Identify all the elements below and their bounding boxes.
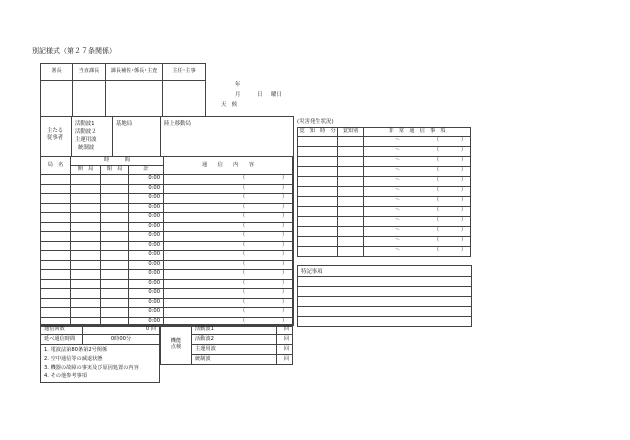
disaster-time-cell[interactable] [298,177,338,187]
tilde: 〜 [395,207,401,213]
paren-open: （ [240,260,246,267]
check-item-2: 活動波2 [192,335,277,345]
log-total-cell[interactable]: 0:00 [129,298,164,308]
comm-count-value[interactable]: 0 回 [83,325,160,335]
disaster-type-cell[interactable] [338,177,364,187]
log-comm-cell[interactable] [164,194,293,204]
disaster-row [298,177,471,187]
log-comm-cell[interactable] [164,298,293,308]
approval-stamp-chief[interactable] [41,81,73,117]
log-close-cell[interactable] [101,251,129,261]
log-row [41,270,293,280]
log-row [41,222,293,232]
log-row [41,194,293,204]
log-total-cell[interactable]: 0:00 [129,270,164,280]
log-station-cell[interactable] [41,241,71,251]
disaster-row [298,247,471,257]
paren-close: ） [461,247,467,253]
log-row [41,213,293,223]
disaster-row [298,237,471,247]
staff-label-1: 主たる [47,128,64,134]
summary-table [40,324,160,383]
paren-open: （ [434,137,440,143]
log-station-cell[interactable] [41,203,71,213]
log-station-cell[interactable] [41,194,71,204]
log-comm-cell[interactable] [164,279,293,289]
log-comm-cell[interactable] [164,184,293,194]
paren-open: （ [240,175,246,181]
approval-header-duty: 当直課長 [73,64,106,81]
log-comm-cell[interactable] [164,213,293,223]
log-station-cell[interactable] [41,260,71,270]
tilde: 〜 [395,247,401,253]
disaster-type-cell[interactable] [338,247,364,257]
disaster-detail-cell[interactable] [364,147,471,157]
radio-type-1: 活動波1 [75,121,95,127]
log-open-cell[interactable] [71,213,101,223]
log-close-cell[interactable] [101,279,129,289]
disaster-detail-cell[interactable] [364,137,471,147]
total-time-label: 延べ通信時間 [41,335,83,345]
log-open-cell[interactable] [71,270,101,280]
land-mobile-label: 陸上移動局 [164,121,191,127]
log-station-cell[interactable] [41,213,71,223]
col-time: 時 間 [71,157,164,166]
form-title: 別記様式（第２７条関係） [32,47,116,55]
tilde: 〜 [395,237,401,243]
log-comm-cell[interactable] [164,232,293,242]
paren-open: （ [240,194,246,200]
log-close-cell[interactable] [101,241,129,251]
paren-open: （ [240,184,246,191]
log-total-cell[interactable]: 0:00 [129,308,164,318]
log-close-cell[interactable] [101,260,129,270]
tilde: 〜 [395,177,401,183]
function-check-label-2: 点検 [170,343,182,350]
paren-close: ） [282,175,288,181]
log-open-cell[interactable] [71,260,101,270]
disaster-time-cell[interactable] [298,167,338,177]
paren-close: ） [282,270,288,276]
disaster-detail-cell[interactable] [364,207,471,217]
log-comm-cell[interactable] [164,308,293,318]
paren-open: （ [434,247,440,253]
log-total-cell[interactable]: 0:00 [129,232,164,242]
check-unit-1[interactable]: 回 [277,325,293,335]
log-station-cell[interactable] [41,289,71,299]
disaster-row [298,217,471,227]
log-total-cell[interactable]: 0:00 [129,289,164,299]
approval-stamp-supervisor[interactable] [106,81,163,117]
log-station-cell[interactable] [41,308,71,318]
paren-close: ） [461,237,467,243]
disaster-row [298,187,471,197]
paren-open: （ [434,227,440,233]
paren-close: ） [461,167,467,173]
disaster-table [297,127,471,257]
paren-close: ） [282,241,288,248]
log-station-cell[interactable] [41,222,71,232]
log-comm-cell[interactable] [164,270,293,280]
log-total-cell[interactable]: 0:00 [129,222,164,232]
tilde: 〜 [395,227,401,233]
paren-open: （ [240,232,246,238]
disaster-row [298,227,471,237]
paren-open: （ [240,317,246,324]
log-close-cell[interactable] [101,289,129,299]
paren-close: ） [461,197,467,203]
log-close-cell[interactable] [101,270,129,280]
log-station-cell[interactable] [41,184,71,194]
check-item-4: 統制波 [192,355,277,365]
check-unit-2[interactable]: 回 [277,335,293,345]
disaster-type-cell[interactable] [338,207,364,217]
log-row [41,184,293,194]
paren-close: ） [461,177,467,183]
radio-type-3: 主運用波 [75,137,97,143]
log-comm-cell[interactable] [164,251,293,261]
log-close-cell[interactable] [101,194,129,204]
remarks-box[interactable] [297,265,472,327]
log-total-cell[interactable]: 0:00 [129,279,164,289]
log-open-cell[interactable] [71,298,101,308]
note-1: 1. 電波法第80条第2号関係 [44,347,108,353]
col-detect-time: 覚 知 時 分 [298,128,338,137]
log-comm-cell[interactable] [164,289,293,299]
disaster-row [298,207,471,217]
disaster-type-cell[interactable] [338,237,364,247]
staff-label-2: 従事者 [47,135,64,141]
paren-close: ） [461,217,467,223]
col-detect-type: 覚知別 [338,128,364,137]
paren-close: ） [461,187,467,193]
disaster-detail-cell[interactable] [364,167,471,177]
disaster-detail-cell[interactable] [364,187,471,197]
log-open-cell[interactable] [71,222,101,232]
log-row [41,232,293,242]
paren-close: ） [461,207,467,213]
paren-close: ） [461,147,467,153]
disaster-title: (災害発生状況) [297,119,334,125]
log-station-cell[interactable] [41,251,71,261]
col-detail: 非 常 通 信 事 項 [364,128,471,137]
log-open-cell[interactable] [71,194,101,204]
check-item-1: 活動波1 [192,325,277,335]
disaster-time-cell[interactable] [298,137,338,147]
disaster-type-cell[interactable] [338,167,364,177]
date-day: 日 [257,92,263,98]
log-total-cell[interactable]: 0:00 [129,260,164,270]
log-close-cell[interactable] [101,308,129,318]
paren-close: ） [282,298,288,305]
log-row [41,308,293,318]
disaster-type-cell[interactable] [338,157,364,167]
log-open-cell[interactable] [71,232,101,242]
check-item-3: 主運用波 [192,345,277,355]
paren-open: （ [240,222,246,229]
disaster-type-cell[interactable] [338,217,364,227]
paren-open: （ [434,217,440,223]
log-total-cell[interactable]: 0:00 [129,251,164,261]
log-open-cell[interactable] [71,175,101,185]
log-total-cell[interactable]: 0:00 [129,241,164,251]
date-year: 年 [235,82,241,88]
disaster-time-cell[interactable] [298,157,338,167]
log-close-cell[interactable] [101,298,129,308]
paren-open: （ [240,251,246,257]
disaster-detail-cell[interactable] [364,157,471,167]
disaster-row [298,137,471,147]
log-close-cell[interactable] [101,184,129,194]
log-row [41,260,293,270]
paren-open: （ [240,289,246,295]
log-total-cell[interactable]: 0:00 [129,175,164,185]
paren-close: ） [282,251,288,257]
paren-close: ） [282,184,288,191]
col-total: 計 [129,166,164,175]
log-total-cell[interactable]: 0:00 [129,194,164,204]
disaster-time-cell[interactable] [298,197,338,207]
radio-type-2: 活動波２ [75,129,97,135]
radio-type-4: 統制波 [78,145,95,151]
notes-cell[interactable] [41,345,160,383]
log-total-cell[interactable]: 0:00 [129,317,164,327]
tilde: 〜 [395,137,401,143]
function-check-label [161,325,192,365]
disaster-type-cell[interactable] [338,187,364,197]
disaster-row [298,167,471,177]
disaster-detail-cell[interactable] [364,247,471,257]
base-station-label: 基地局 [116,121,133,127]
paren-close: ） [282,222,288,229]
paren-open: （ [240,213,246,219]
log-row [41,298,293,308]
disaster-time-cell[interactable] [298,227,338,237]
paren-close: ） [282,289,288,295]
paren-open: （ [434,157,440,163]
col-station: 局 名 [41,157,71,175]
log-open-cell[interactable] [71,289,101,299]
col-close: 閉 局 [101,166,129,175]
paren-close: ） [282,213,288,219]
log-comm-cell[interactable] [164,260,293,270]
log-close-cell[interactable] [101,203,129,213]
log-table [40,156,293,327]
paren-close: ） [282,279,288,286]
check-unit-3[interactable]: 回 [277,345,293,355]
note-2: 2. 空中通信等の減退状態 [44,355,103,362]
disaster-type-cell[interactable] [338,197,364,207]
note-3: 3. 機器の故障の事実及び原因処置の内容 [44,364,139,371]
log-open-cell[interactable] [71,251,101,261]
log-total-cell[interactable]: 0:00 [129,213,164,223]
log-open-cell[interactable] [71,184,101,194]
weather-label: 天 候 [221,102,238,108]
log-close-cell[interactable] [101,222,129,232]
tilde: 〜 [395,217,401,223]
disaster-type-cell[interactable] [338,227,364,237]
paren-open: （ [434,177,440,183]
function-check-table [160,324,293,365]
disaster-detail-cell[interactable] [364,217,471,227]
log-station-cell[interactable] [41,298,71,308]
log-row [41,279,293,289]
paren-open: （ [434,167,440,173]
tilde: 〜 [395,167,401,173]
paren-close: ） [282,308,288,314]
col-comm: 通 信 内 容 [164,157,293,175]
remarks-title: 特記事項 [301,269,323,275]
disaster-row [298,147,471,157]
tilde: 〜 [395,187,401,193]
disaster-type-cell[interactable] [338,137,364,147]
disaster-detail-cell[interactable] [364,227,471,237]
paren-open: （ [240,298,246,305]
paren-open: （ [240,203,246,210]
paren-open: （ [240,308,246,314]
approval-stamp-staff[interactable] [163,81,206,117]
approval-stamp-duty[interactable] [73,81,106,117]
disaster-time-cell[interactable] [298,187,338,197]
date-weekday: 曜日 [271,92,282,98]
log-close-cell[interactable] [101,232,129,242]
paren-open: （ [240,241,246,248]
log-station-cell[interactable] [41,279,71,289]
disaster-detail-cell[interactable] [364,197,471,207]
disaster-time-cell[interactable] [298,247,338,257]
paren-open: （ [434,207,440,213]
comm-count-label: 通信回数 [41,325,83,335]
disaster-detail-cell[interactable] [364,237,471,247]
approval-header-chief: 署長 [41,64,73,81]
log-open-cell[interactable] [71,279,101,289]
log-row [41,241,293,251]
log-close-cell[interactable] [101,175,129,185]
disaster-type-cell[interactable] [338,147,364,157]
log-open-cell[interactable] [71,203,101,213]
approval-header-supervisor: 課長補佐･係長･主査 [106,64,163,81]
paren-close: ） [461,227,467,233]
function-check-label-1: 機能 [170,337,182,344]
paren-close: ） [461,137,467,143]
paren-open: （ [240,270,246,276]
log-open-cell[interactable] [71,241,101,251]
log-station-cell[interactable] [41,175,71,185]
check-unit-4[interactable]: 回 [277,355,293,365]
log-total-cell[interactable]: 0:00 [129,203,164,213]
disaster-time-cell[interactable] [298,147,338,157]
log-comm-cell[interactable] [164,203,293,213]
log-comm-cell[interactable] [164,175,293,185]
total-time-value[interactable]: 0時00分 [83,335,160,345]
log-row [41,251,293,261]
disaster-row [298,197,471,207]
disaster-time-cell[interactable] [298,237,338,247]
note-4: 4. その他参考事項 [44,373,87,380]
disaster-time-cell[interactable] [298,217,338,227]
disaster-row [298,157,471,167]
log-station-cell[interactable] [41,270,71,280]
disaster-detail-cell[interactable] [364,177,471,187]
log-row [41,203,293,213]
approval-header-staff: 主任･主事 [163,64,206,81]
paren-close: ） [461,157,467,163]
log-close-cell[interactable] [101,213,129,223]
log-row [41,289,293,299]
tilde: 〜 [395,197,401,203]
log-station-cell[interactable] [41,232,71,242]
date-month: 月 [235,92,241,98]
log-comm-cell[interactable] [164,222,293,232]
paren-open: （ [434,187,440,193]
paren-open: （ [434,237,440,243]
col-open: 開 局 [71,166,101,175]
tilde: 〜 [395,157,401,163]
paren-close: ） [282,260,288,267]
disaster-time-cell[interactable] [298,207,338,217]
paren-open: （ [434,147,440,153]
paren-close: ） [282,194,288,200]
paren-open: （ [240,279,246,286]
paren-close: ） [282,203,288,210]
log-row [41,175,293,185]
paren-close: ） [282,317,288,324]
approval-table [40,63,295,117]
tilde: 〜 [395,147,401,153]
log-total-cell[interactable]: 0:00 [129,184,164,194]
paren-close: ） [282,232,288,238]
log-open-cell[interactable] [71,308,101,318]
log-comm-cell[interactable] [164,241,293,251]
paren-open: （ [434,197,440,203]
